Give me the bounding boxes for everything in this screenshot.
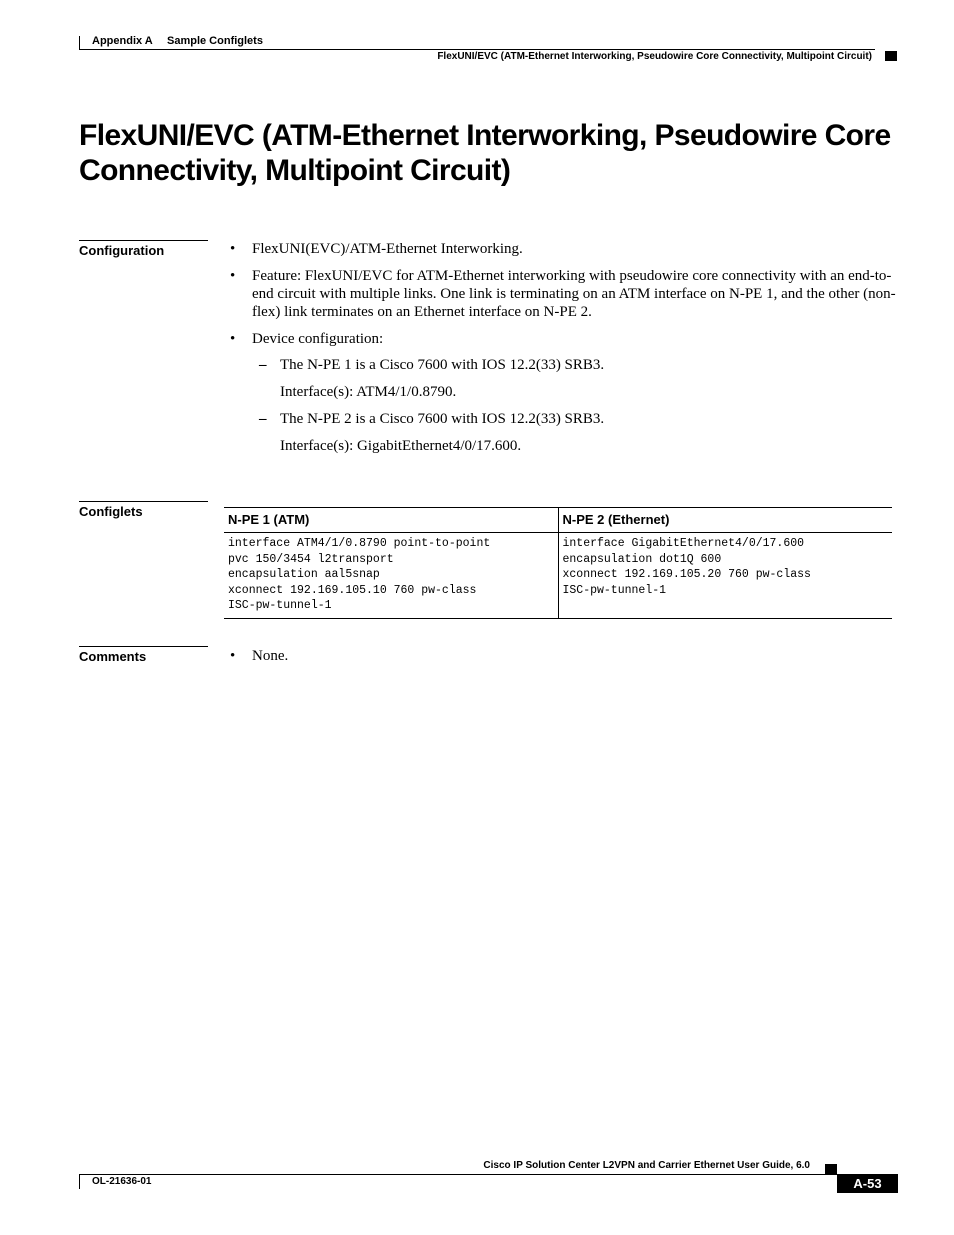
page-title: FlexUNI/EVC (ATM-Ethernet Interworking, Pseudowire Core Connectivity, Multipoint Circuit) [79, 119, 891, 187]
bullet-mark: • [230, 331, 236, 347]
header-running-title: FlexUNI/EVC (ATM-Ethernet Interworking, Pseudowire Core Connectivity, Multipoint Circuit) [437, 51, 872, 62]
comments-bullet-1-text: None. [252, 648, 289, 664]
configuration-bullet-2-text: Feature: FlexUNI/EVC for ATM-Ethernet interworking with pseudowire core connectivity with an end-to-end circuit with multiple links. One link is terminating on an ATM interface on N-PE 1, and the other (non-flex) link terminates on an Ethernet interface on N-PE 2. [252, 268, 896, 320]
configuration-sub-1-text: The N-PE 1 is a Cisco 7600 with IOS 12.2(33) SRB3. [280, 357, 605, 373]
code-line: xconnect 192.169.105.10 760 pw-class [228, 583, 477, 597]
code-line: interface ATM4/1/0.8790 point-to-point [228, 537, 491, 550]
configuration-sub-1-detail: Interface(s): ATM4/1/0.8790. [280, 384, 457, 400]
bullet-mark: • [230, 648, 236, 664]
footer-left-rule [79, 1174, 80, 1189]
configuration-bullet-2 [227, 267, 897, 321]
configlets-col2-header: N-PE 2 (Ethernet) [558, 508, 892, 533]
code-line: ISC-pw-tunnel-1 [228, 599, 332, 613]
footer-page-number: A-53 [837, 1174, 898, 1193]
code-line: interface GigabitEthernet4/0/17.600 [562, 537, 805, 550]
header-block-marker [885, 51, 897, 61]
configlets-col1-cell [224, 533, 558, 619]
configuration-sub-2-detail: Interface(s): GigabitEthernet4/0/17.600. [280, 438, 522, 454]
configuration-bullet-1 [227, 240, 897, 258]
comments-heading: Comments [79, 646, 208, 664]
configlets-table [224, 507, 892, 619]
configuration-bullet-3-text: Device configuration: [252, 331, 384, 347]
configlets-col1-header: N-PE 1 (ATM) [224, 508, 558, 533]
comments-bullet-1 [227, 647, 897, 665]
code-line: encapsulation dot1Q 600 [562, 552, 722, 566]
code-line: xconnect 192.169.105.20 760 pw-class [562, 568, 811, 582]
header-section: Sample Configlets [167, 35, 263, 47]
dash-mark: – [259, 357, 267, 373]
header-rule [79, 49, 875, 50]
configlets-heading: Configlets [79, 501, 208, 519]
configuration-body [227, 240, 897, 455]
footer-guide-title: Cisco IP Solution Center L2VPN and Carrier Ethernet User Guide, 6.0 [483, 1160, 810, 1171]
configuration-heading: Configuration [79, 240, 208, 258]
configuration-bullet-1-text: FlexUNI(EVC)/ATM-Ethernet Interworking. [252, 241, 523, 257]
configuration-sub-2 [227, 410, 897, 428]
configuration-sub-1 [227, 356, 897, 374]
footer-rule [79, 1174, 827, 1175]
configuration-sub-2-text: The N-PE 2 is a Cisco 7600 with IOS 12.2(33) SRB3. [280, 411, 605, 427]
code-line: ISC-pw-tunnel-1 [562, 583, 667, 597]
footer-doc-number: OL-21636-01 [92, 1176, 152, 1187]
code-line: pvc 150/3454 l2transport [228, 552, 394, 566]
configuration-bullet-3 [227, 330, 897, 348]
bullet-mark: • [230, 241, 236, 257]
configlets-col2-cell [558, 533, 892, 619]
bullet-mark: • [230, 268, 236, 284]
header-left-rule [79, 36, 80, 50]
configlets-table-header-row [224, 508, 892, 533]
configlets-table-row [224, 533, 892, 619]
comments-body [227, 647, 897, 665]
dash-mark: – [259, 411, 267, 427]
code-line: encapsulation aal5snap [228, 568, 380, 582]
header-appendix: Appendix A [92, 35, 153, 47]
